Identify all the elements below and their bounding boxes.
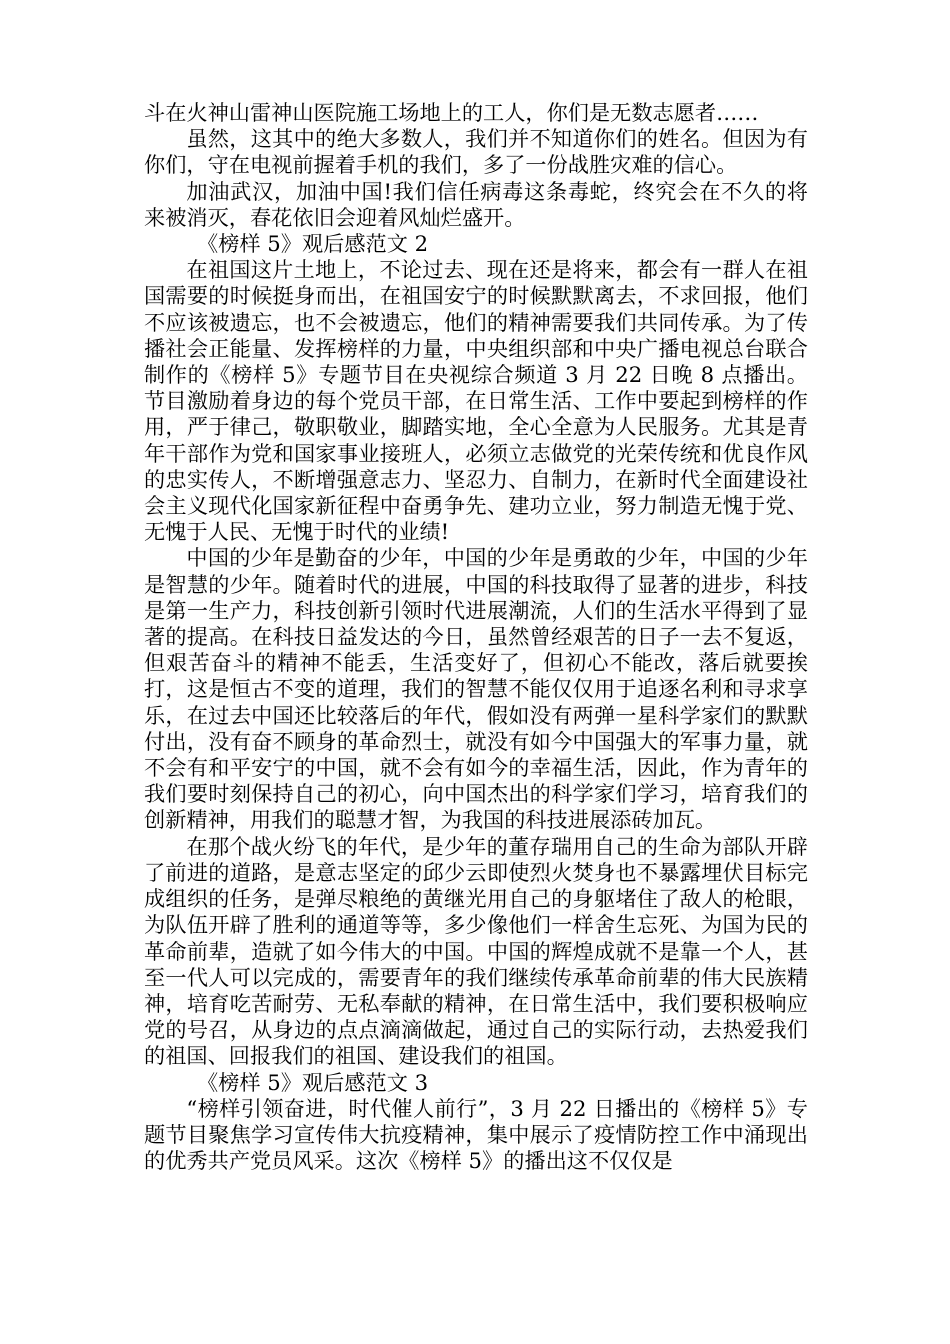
section-heading-essay-3: 《榜样 5》观后感范文 3 — [197, 1069, 429, 1095]
paragraph-essay-3-intro: “榜样引领奋进，时代催人前行”，3 月 22 日播出的《榜样 5》专题节目聚焦学习宣传伟大抗疫精神，集中展示了疫情防控工作中涌现出的优秀共产党员风采。这次《榜样 5》的播出这不仅仅是 — [144, 1095, 808, 1174]
document-page — [144, 100, 808, 1174]
paragraph-continuation: 斗在火神山雷神山医院施工场地上的工人，你们是无数志愿者…… — [144, 100, 759, 125]
paragraph-unknown-heroes: 虽然，这其中的绝大多数人，我们并不知道你们的姓名。但因为有你们，守在电视前握着手机的我们，多了一份战胜灾难的信心。 — [144, 126, 808, 178]
section-heading-essay-2: 《榜样 5》观后感范文 2 — [197, 231, 429, 257]
paragraph-essay-2-heroes: 在那个战火纷飞的年代，是少年的董存瑞用自己的生命为部队开辟了前进的道路，是意志坚定的邱少云即使烈火焚身也不暴露埋伏目标完成组织的任务，是弹尽粮绝的黄继光用自己的身躯堵住了敌人的枪眼，为队伍开辟了胜利的通道等等，多少像他们一样舍生忘死、为国为民的革命前辈，造就了如今伟大的中国。中国的辉煌成就不是靠一个人，甚至一代人可以完成的，需要青年的我们继续传承革命前辈的伟大民族精神，培育吃苦耐劳、无私奉献的精神，在日常生活中，我们要积极响应党的号召，从身边的点点滴滴做起，通过自己的实际行动，去热爱我们的祖国、回报我们的祖国、建设我们的祖国。 — [144, 833, 808, 1069]
paragraph-go-wuhan: 加油武汉，加油中国!我们信任病毒这条毒蛇，终究会在不久的将来被消灭，春花依旧会迎着风灿烂盛开。 — [144, 178, 808, 230]
paragraph-essay-2-intro: 在祖国这片土地上，不论过去、现在还是将来，都会有一群人在祖国需要的时候挺身而出，在祖国安宁的时候默默离去，不求回报，他们不应该被遗忘，也不会被遗忘，他们的精神需要我们共同传承。为了传播社会正能量、发挥榜样的力量，中央组织部和中央广播电视总台联合制作的《榜样 5》专题节目在央视综合频道 3 月 22 日晚 8 点播出。节目激励着身边的每个党员干部，在日常生活、工作中要起到榜样的作用，严于律己，敬职敬业，脚踏实地，全心全意为人民服务。尤其是青年干部作为党和国家事业接班人，必须立志做党的光荣传统和优良作风的忠实传人，不断增强意志力、坚忍力、自制力，在新时代全面建设社会主义现代化国家新征程中奋勇争先、建功立业，努力制造无愧于党、无愧于人民、无愧于时代的业绩! — [144, 257, 808, 545]
paragraph-essay-2-youth: 中国的少年是勤奋的少年，中国的少年是勇敢的少年，中国的少年是智慧的少年。随着时代的进展，中国的科技取得了显著的进步，科技是第一生产力，科技创新引领时代进展潮流，人们的生活水平得到了显著的提高。在科技日益发达的今日，虽然曾经艰苦的日子一去不复返，但艰苦奋斗的精神不能丢，生活变好了，但初心不能改，落后就要挨打，这是恒古不变的道理，我们的智慧不能仅仅用于追逐名利和寻求享乐，在过去中国还比较落后的年代，假如没有两弹一星科学家们的默默付出，没有奋不顾身的革命烈士，就没有如今中国强大的军事力量，就不会有和平安宁的中国，就不会有如今的幸福生活，因此，作为青年的我们要时刻保持自己的初心，向中国杰出的科学家们学习，培育我们的创新精神，用我们的聪慧才智，为我国的科技进展添砖加瓦。 — [144, 545, 808, 833]
